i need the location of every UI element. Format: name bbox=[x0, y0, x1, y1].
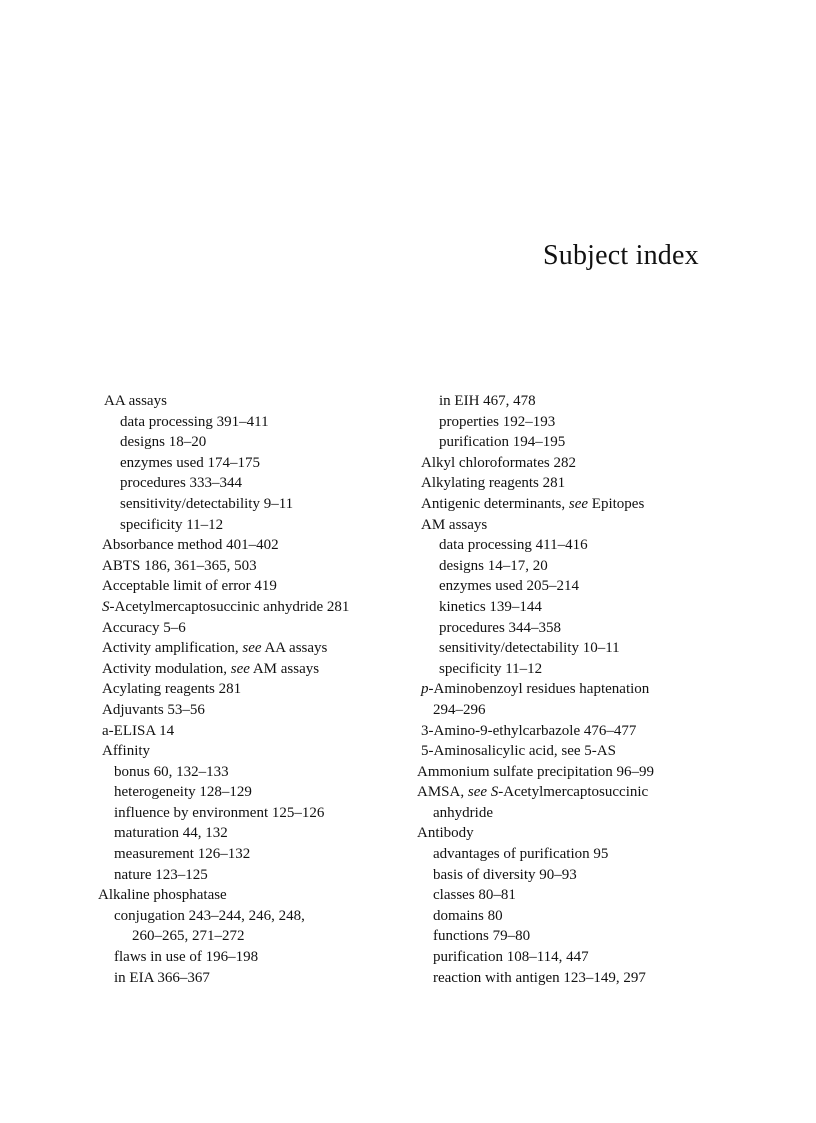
entry-text: data processing 391–411 bbox=[120, 413, 269, 430]
entry-text: -Acetylmercaptosuccinic anhydride 281 bbox=[109, 598, 350, 615]
index-subentry bbox=[417, 576, 717, 597]
index-entry bbox=[98, 556, 398, 577]
entry-text: kinetics 139–144 bbox=[439, 598, 542, 615]
entry-text: properties 192–193 bbox=[439, 413, 556, 430]
entry-text: Acceptable limit of error 419 bbox=[102, 578, 277, 595]
entry-text: purification 108–114, 447 bbox=[433, 949, 589, 966]
index-subentry bbox=[98, 432, 398, 453]
entry-text: procedures 344–358 bbox=[439, 619, 562, 636]
see-target: AA assays bbox=[261, 640, 328, 657]
entry-text: sensitivity/detectability 10–11 bbox=[439, 640, 620, 657]
entry-text: in EIH 467, 478 bbox=[439, 393, 536, 409]
index-subentry bbox=[98, 823, 398, 844]
index-subentry bbox=[417, 844, 717, 865]
index-subentry bbox=[417, 803, 717, 824]
index-entry bbox=[98, 885, 398, 906]
entry-text: nature 123–125 bbox=[114, 866, 208, 883]
entry-text: Absorbance method 401–402 bbox=[102, 537, 279, 554]
entry-text: classes 80–81 bbox=[433, 887, 516, 904]
entry-text: Activity modulation, bbox=[102, 660, 231, 677]
index-subentry bbox=[417, 391, 717, 412]
entry-text: measurement 126–132 bbox=[114, 846, 251, 863]
entry-text: Ammonium sulfate precipitation 96–99 bbox=[417, 763, 655, 780]
index-subentry bbox=[417, 885, 717, 906]
index-entry bbox=[98, 659, 398, 680]
index-entry bbox=[98, 535, 398, 556]
entry-text: Accuracy 5–6 bbox=[102, 619, 186, 636]
index-subentry bbox=[417, 618, 717, 639]
index-subentry bbox=[417, 638, 717, 659]
entry-text: basis of diversity 90–93 bbox=[433, 866, 577, 883]
index-subentry bbox=[417, 556, 717, 577]
entry-text: AM assays bbox=[421, 516, 488, 533]
see-target: Epitopes bbox=[588, 495, 645, 512]
index-subentry bbox=[98, 947, 398, 968]
see-target: AM assays bbox=[249, 660, 320, 677]
index-subentry bbox=[98, 865, 398, 886]
italic-prefix: p bbox=[421, 681, 429, 698]
index-entry bbox=[98, 618, 398, 639]
entry-text: 260–265, 271–272 bbox=[132, 928, 245, 945]
index-subentry bbox=[98, 782, 398, 803]
entry-text: data processing 411–416 bbox=[439, 537, 588, 554]
index-subentry bbox=[417, 947, 717, 968]
entry-text: ABTS 186, 361–365, 503 bbox=[102, 557, 257, 574]
entry-text: procedures 333–344 bbox=[120, 475, 243, 492]
index-entry bbox=[417, 473, 717, 494]
entry-text: flaws in use of 196–198 bbox=[114, 949, 259, 966]
index-entry bbox=[417, 515, 717, 536]
entry-text: a-ELISA 14 bbox=[102, 722, 175, 739]
entry-text: designs 14–17, 20 bbox=[439, 557, 548, 574]
entry-text: in EIA 366–367 bbox=[114, 969, 210, 986]
index-subentry bbox=[417, 432, 717, 453]
index-entry bbox=[98, 576, 398, 597]
entry-text: Alkyl chloroformates 282 bbox=[421, 454, 576, 471]
index-entry bbox=[417, 823, 717, 844]
index-subentry bbox=[417, 535, 717, 556]
index-subentry bbox=[417, 412, 717, 433]
entry-text: 5-Aminosalicylic acid, see 5-AS bbox=[421, 743, 616, 760]
index-subentry bbox=[417, 926, 717, 947]
index-subentry bbox=[417, 659, 717, 680]
page-title: Subject index bbox=[543, 240, 699, 271]
entry-text: purification 194–195 bbox=[439, 434, 566, 451]
entry-text: AA assays bbox=[104, 393, 167, 409]
index-entry bbox=[98, 597, 398, 618]
entry-text: Acylating reagents 281 bbox=[102, 681, 242, 698]
index-subentry bbox=[417, 865, 717, 886]
index-subentry bbox=[98, 906, 398, 927]
index-entry bbox=[98, 391, 398, 412]
entry-text: domains 80 bbox=[433, 907, 503, 924]
entry-text: Affinity bbox=[102, 743, 151, 760]
index-subentry bbox=[417, 906, 717, 927]
entry-text: designs 18–20 bbox=[120, 434, 207, 451]
index-subentry bbox=[417, 597, 717, 618]
entry-text: Alkaline phosphatase bbox=[98, 887, 227, 904]
index-subentry bbox=[417, 968, 717, 989]
index-subentry bbox=[417, 700, 717, 721]
entry-text: sensitivity/detectability 9–11 bbox=[120, 495, 294, 512]
index-entry bbox=[417, 679, 717, 700]
italic-prefix: S bbox=[490, 784, 499, 801]
index-subentry bbox=[98, 968, 398, 989]
entry-text: heterogeneity 128–129 bbox=[114, 784, 252, 801]
index-subentry bbox=[98, 412, 398, 433]
index-entry bbox=[98, 638, 398, 659]
entry-text: Antibody bbox=[417, 825, 474, 842]
entry-text: Activity amplification, bbox=[102, 640, 243, 657]
index-entry bbox=[417, 762, 717, 783]
entry-text: 294–296 bbox=[433, 701, 486, 718]
index-entry bbox=[98, 741, 398, 762]
entry-text: anhydride bbox=[433, 804, 493, 821]
index-entry bbox=[417, 721, 717, 742]
entry-text: specificity 11–12 bbox=[439, 660, 543, 677]
italic-prefix: S bbox=[102, 598, 110, 615]
index-entry bbox=[98, 700, 398, 721]
index-entry bbox=[98, 679, 398, 700]
entry-text: enzymes used 174–175 bbox=[120, 454, 260, 471]
entry-text: advantages of purification 95 bbox=[433, 846, 609, 863]
index-subentry bbox=[98, 515, 398, 536]
index-subentry bbox=[98, 453, 398, 474]
entry-text: Antigenic determinants, bbox=[421, 495, 569, 512]
see-reference: see bbox=[242, 640, 262, 657]
index-subentry bbox=[98, 844, 398, 865]
entry-text: -Aminobenzoyl residues haptenation bbox=[428, 681, 650, 698]
index-subentry bbox=[98, 494, 398, 515]
entry-text: influence by environment 125–126 bbox=[114, 804, 325, 821]
index-column-left bbox=[98, 391, 398, 988]
entry-text: bonus 60, 132–133 bbox=[114, 763, 229, 780]
index-entry bbox=[417, 741, 717, 762]
entry-text: Alkylating reagents 281 bbox=[421, 475, 566, 492]
index-column-right bbox=[417, 391, 717, 988]
see-reference: see bbox=[568, 495, 589, 512]
entry-text: 3-Amino-9-ethylcarbazole 476–477 bbox=[421, 722, 637, 739]
index-entry bbox=[417, 782, 717, 803]
index-subentry bbox=[98, 926, 398, 947]
entry-text: specificity 11–12 bbox=[120, 516, 224, 533]
entry-text: AMSA, bbox=[417, 784, 468, 801]
see-target: -Acetylmercaptosuccinic bbox=[498, 784, 649, 801]
entry-text: enzymes used 205–214 bbox=[439, 578, 579, 595]
index-subentry bbox=[98, 473, 398, 494]
index-entry bbox=[98, 721, 398, 742]
index-entry bbox=[417, 494, 717, 515]
entry-text: functions 79–80 bbox=[433, 928, 531, 945]
entry-text: maturation 44, 132 bbox=[114, 825, 228, 842]
see-reference: see bbox=[467, 784, 488, 801]
see-reference: see bbox=[230, 660, 250, 677]
entry-text: Adjuvants 53–56 bbox=[102, 701, 205, 718]
entry-text: conjugation 243–244, 246, 248, bbox=[114, 907, 305, 924]
index-subentry bbox=[98, 762, 398, 783]
index-entry bbox=[417, 453, 717, 474]
entry-text: reaction with antigen 123–149, 297 bbox=[433, 969, 646, 986]
index-subentry bbox=[98, 803, 398, 824]
